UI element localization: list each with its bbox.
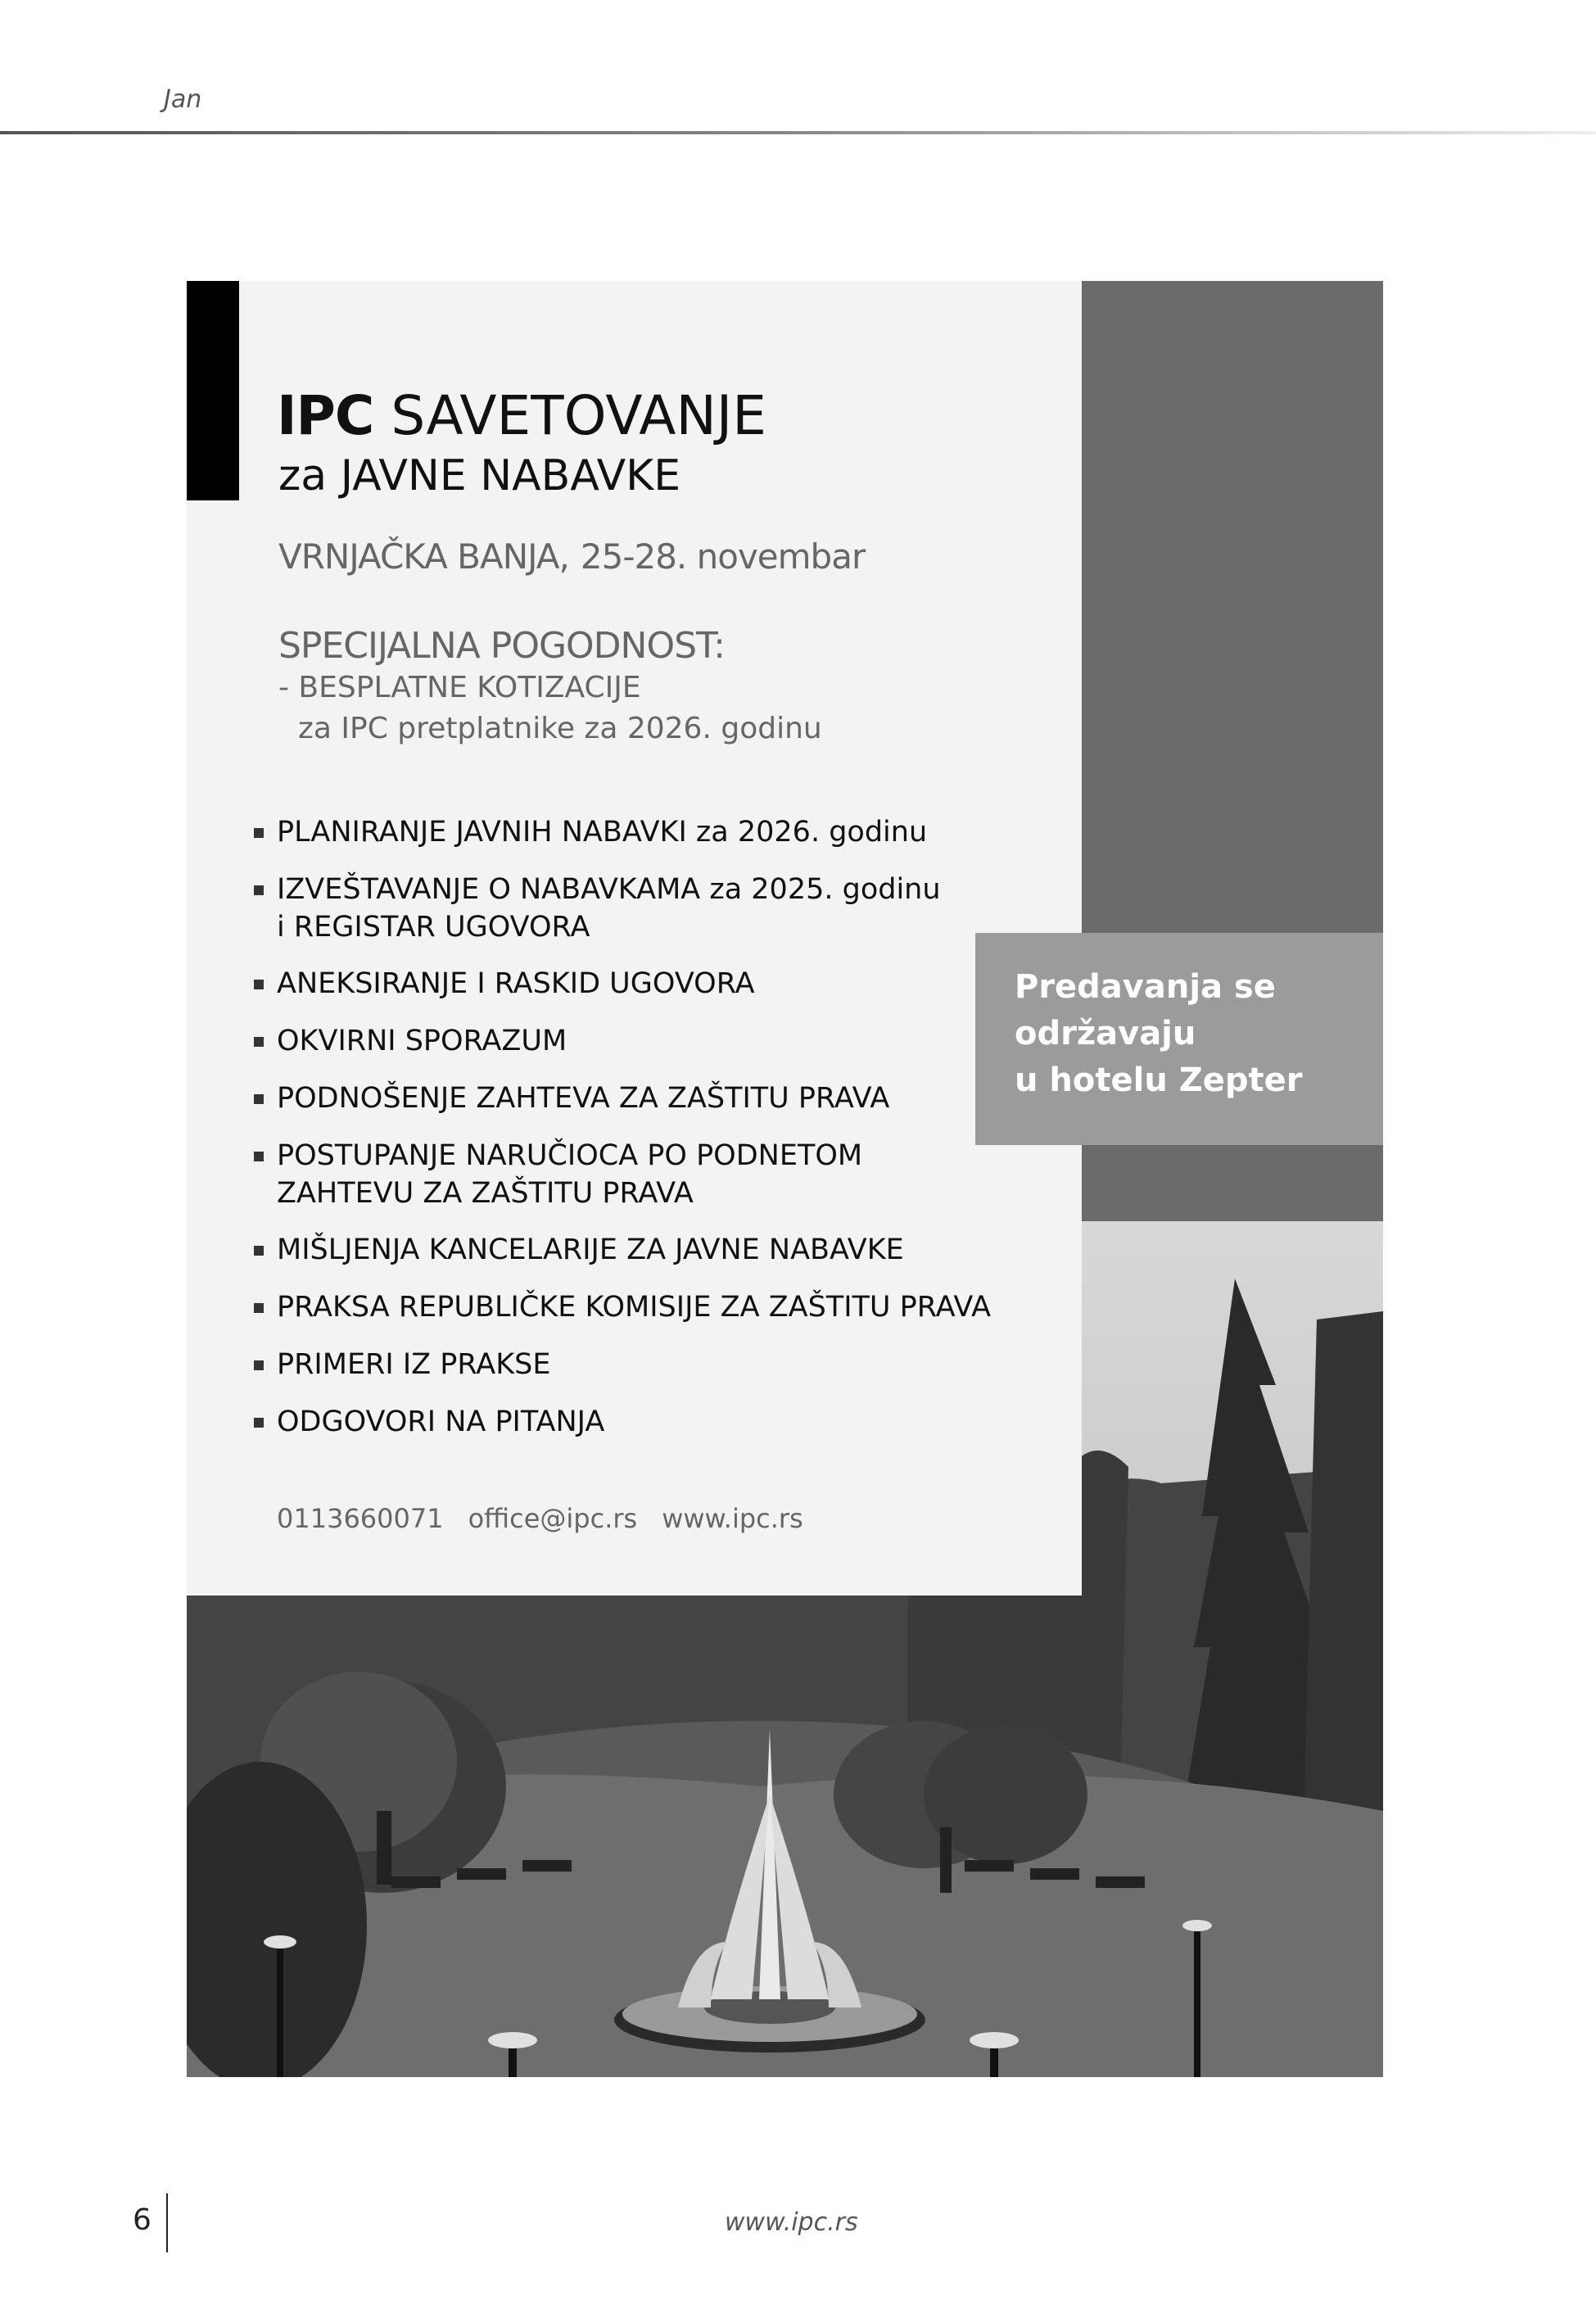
info-panel bbox=[187, 281, 1082, 1596]
list-item bbox=[254, 1403, 604, 1441]
list-item bbox=[254, 813, 927, 851]
callout-line-3: u hotelu Zepter bbox=[1015, 1061, 1303, 1099]
list-item bbox=[254, 1022, 567, 1060]
topic-text: PLANIRANJE JAVNIH NABAVKI za 2026. godinu bbox=[277, 816, 928, 849]
venue-callout bbox=[975, 933, 1383, 1145]
bullet-icon bbox=[254, 1152, 264, 1161]
special-offer-line-2: za IPC pretplatnike za 2026. godinu bbox=[298, 712, 822, 745]
title-brand: IPC bbox=[277, 384, 374, 447]
list-item bbox=[254, 1080, 889, 1117]
bullet-icon bbox=[254, 1246, 264, 1256]
callout-line-1: Predavanja se bbox=[1015, 968, 1276, 1006]
contact-email: office@ipc.rs bbox=[468, 1503, 638, 1534]
event-dates: 25-28. novembar bbox=[580, 536, 866, 577]
callout-line-2: održavaju bbox=[1015, 1015, 1196, 1052]
topic-text: PRIMERI IZ PRAKSE bbox=[277, 1348, 551, 1381]
list-item bbox=[254, 1346, 550, 1383]
list-item bbox=[254, 871, 941, 946]
topic-text: ANEKSIRANJE I RASKID UGOVORA bbox=[277, 967, 755, 1000]
page-number-separator bbox=[166, 2193, 168, 2252]
topic-text: POSTUPANJE NARUČIOCA PO PODNETOM ZAHTEVU ZA ZAŠTITU PRAVA bbox=[277, 1139, 863, 1210]
bullet-icon bbox=[254, 1418, 264, 1428]
bullet-icon bbox=[254, 885, 264, 895]
topic-text: PODNOŠENJE ZAHTEVA ZA ZAŠTITU PRAVA bbox=[277, 1082, 890, 1115]
special-offer-line-1: - BESPLATNE KOTIZACIJE bbox=[278, 671, 641, 704]
list-item bbox=[254, 1288, 991, 1326]
bullet-icon bbox=[254, 1360, 264, 1370]
topic-text: PRAKSA REPUBLIČKE KOMISIJE ZA ZAŠTITU PRAVA bbox=[277, 1291, 992, 1324]
ad-title bbox=[277, 384, 766, 447]
topic-text: MIŠLJENJA KANCELARIJE ZA JAVNE NABAVKE bbox=[277, 1233, 904, 1266]
page-number: 6 bbox=[133, 2203, 151, 2237]
bullet-icon bbox=[254, 980, 264, 989]
topic-text: OKVIRNI SPORAZUM bbox=[277, 1025, 567, 1057]
contact-line bbox=[277, 1503, 828, 1534]
bullet-icon bbox=[254, 1094, 264, 1104]
advertisement bbox=[187, 281, 1383, 2077]
event-location-line bbox=[278, 536, 865, 577]
list-item bbox=[254, 1231, 904, 1269]
running-header: Jan bbox=[164, 85, 202, 114]
ad-subtitle: za JAVNE NABAVKE bbox=[278, 451, 681, 500]
accent-bar bbox=[187, 281, 239, 500]
topic-text: ODGOVORI NA PITANJA bbox=[277, 1405, 605, 1438]
list-item bbox=[254, 965, 755, 1003]
bullet-icon bbox=[254, 828, 264, 838]
contact-phone: 0113660071 bbox=[277, 1503, 444, 1534]
footer-url: www.ipc.rs bbox=[725, 2208, 858, 2237]
header-rule bbox=[0, 131, 1596, 134]
special-offer-heading: SPECIJALNA POGODNOST: bbox=[278, 625, 725, 667]
title-event: SAVETOVANJE bbox=[391, 384, 766, 447]
bullet-icon bbox=[254, 1303, 264, 1313]
contact-website: www.ipc.rs bbox=[662, 1503, 803, 1534]
list-item bbox=[254, 1137, 862, 1212]
topic-text: IZVEŠTAVANJE O NABAVKAMA za 2025. godinu i REGISTAR UGOVORA bbox=[277, 873, 941, 944]
bullet-icon bbox=[254, 1037, 264, 1047]
event-location: VRNJAČKA BANJA, bbox=[278, 536, 569, 577]
